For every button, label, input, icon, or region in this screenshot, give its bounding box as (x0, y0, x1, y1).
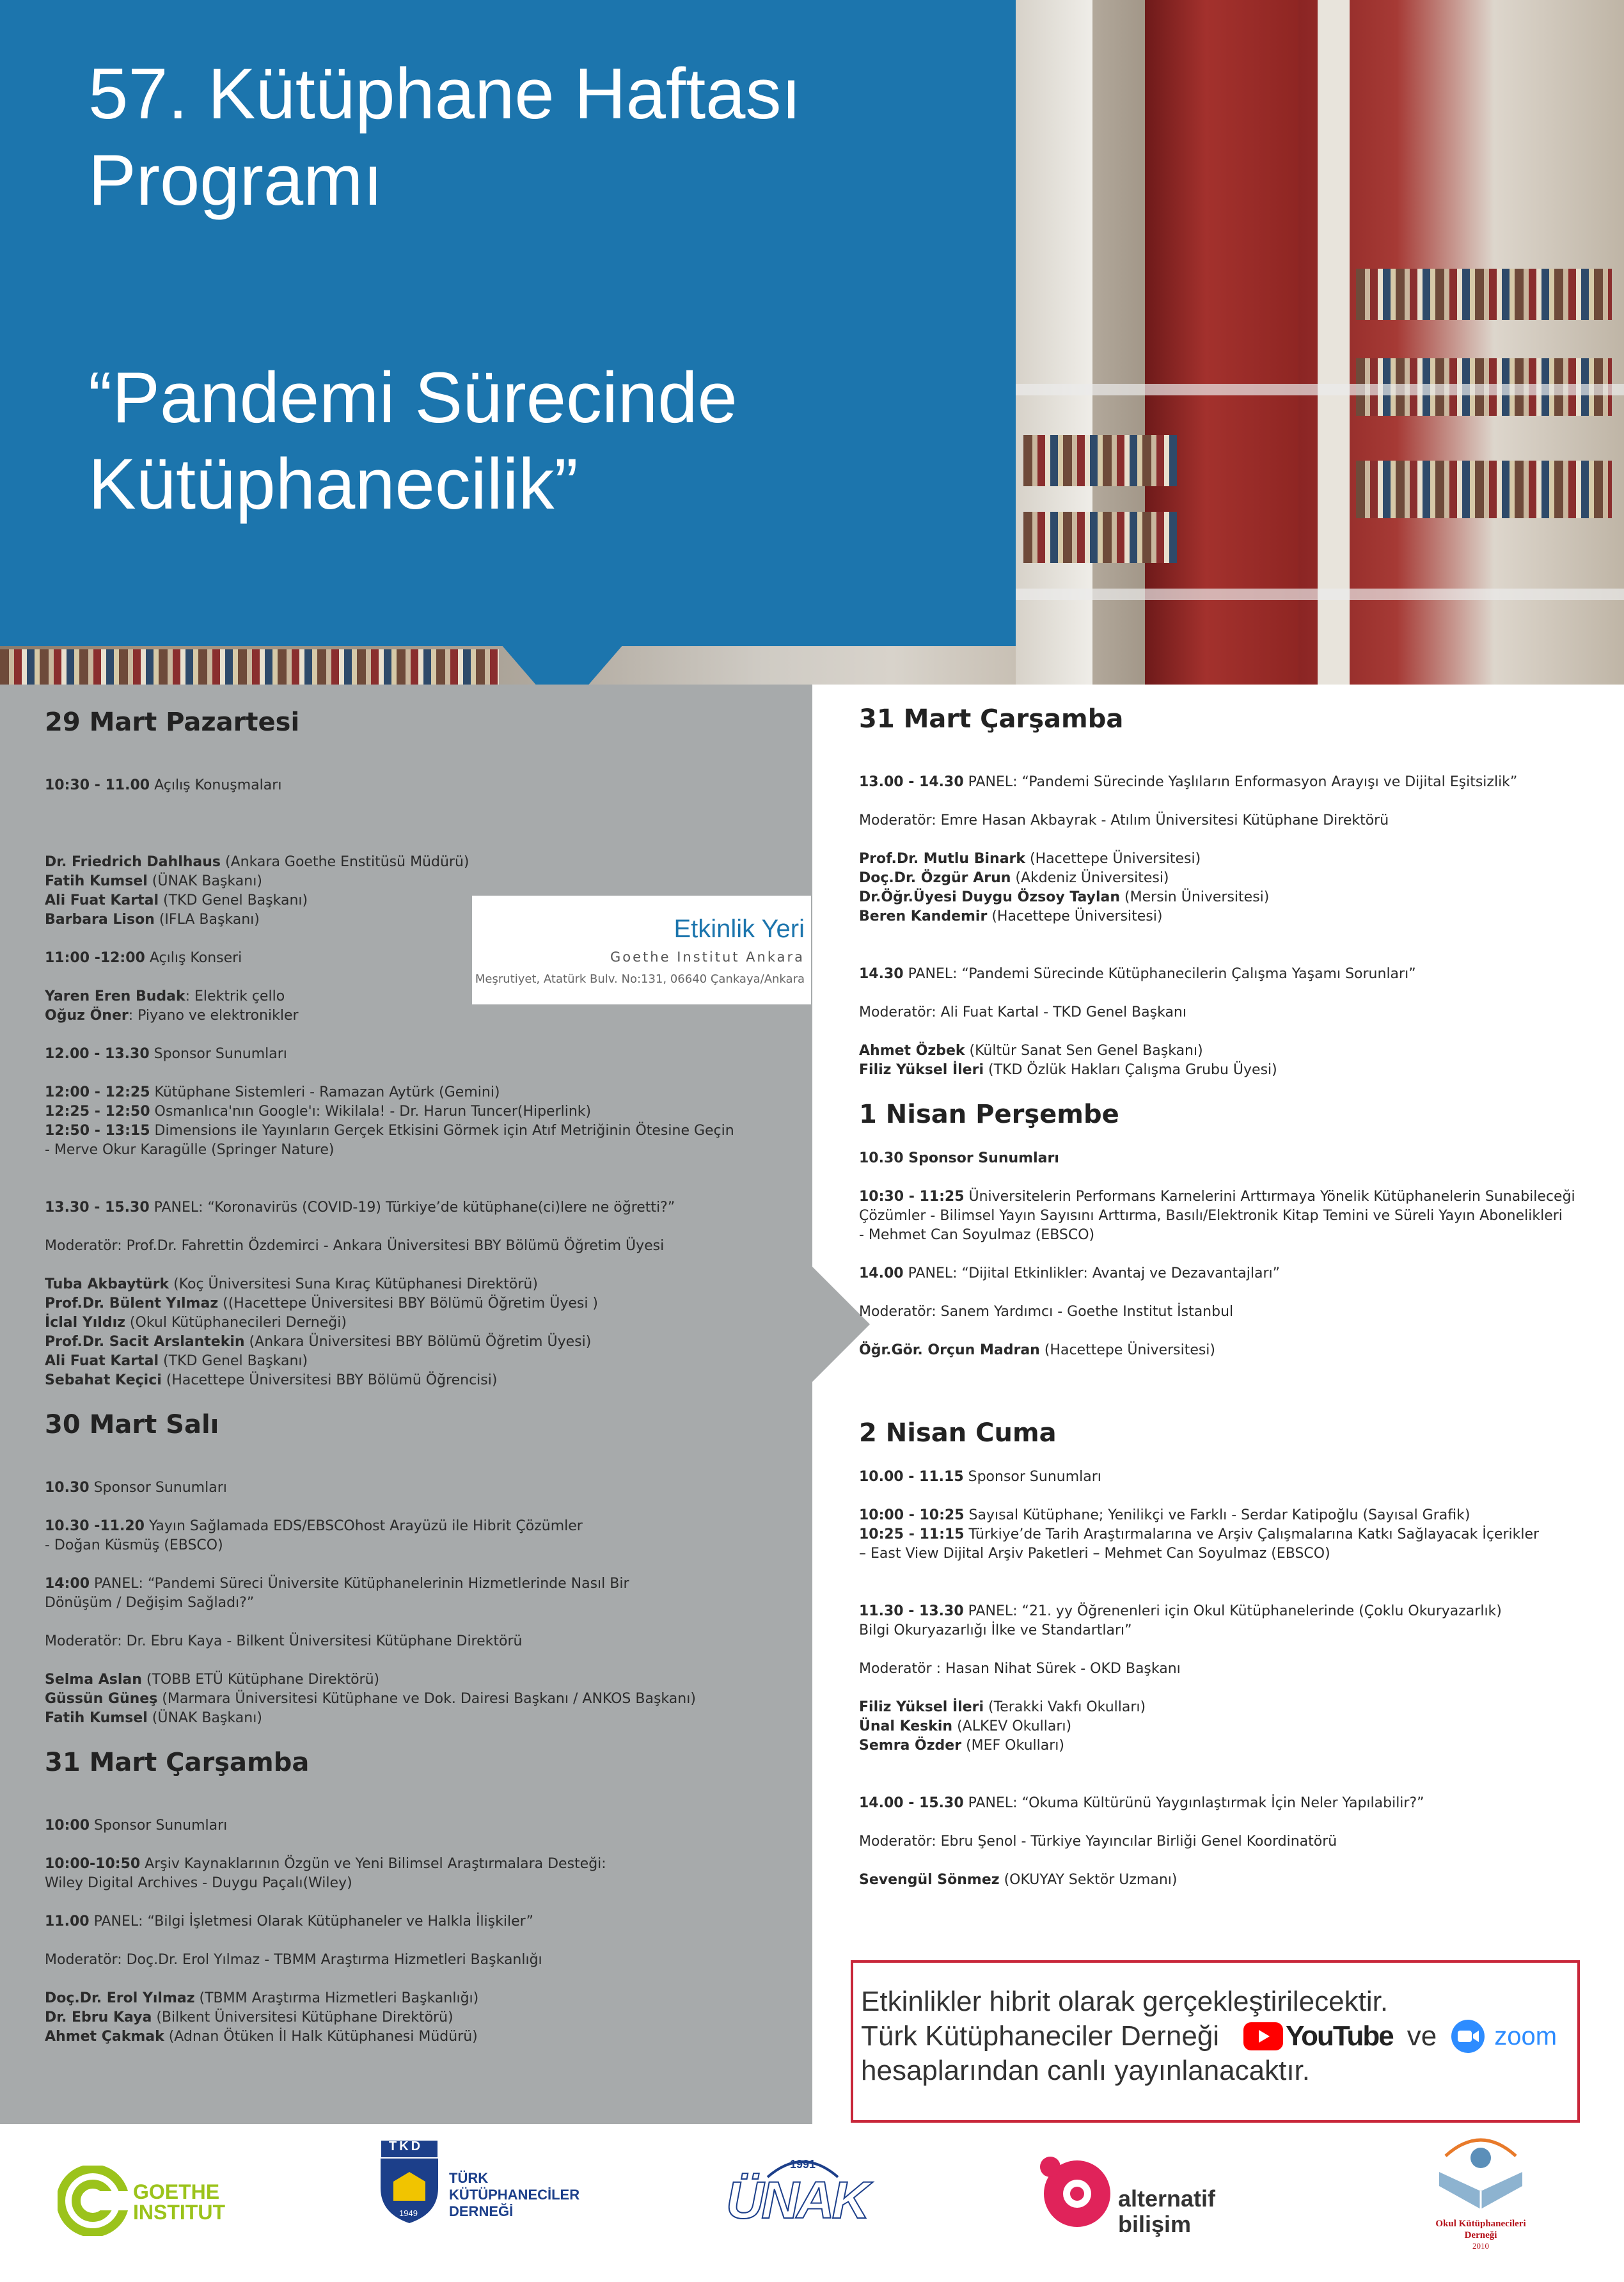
schedule-line (859, 1698, 1614, 1717)
goethe-text-2: INSTITUT (133, 2201, 225, 2224)
schedule-text: : Piyano ve elektronikler (128, 1008, 299, 1024)
schedule-text: (TKD Özlük Hakları Çalışma Grubu Üyesi) (984, 1062, 1277, 1078)
venue-name: Goethe Institut Ankara (610, 949, 805, 965)
schedule-line (45, 1294, 806, 1313)
zoom-camera-icon (1451, 2019, 1485, 2054)
schedule-line (859, 1717, 1614, 1736)
day-heading: 31 Mart Çarşamba (859, 704, 1124, 734)
photo-books (1023, 435, 1177, 486)
schedule-text: Kütüphane Sistemleri - Ramazan Aytürk (Gemini) (150, 1084, 500, 1100)
schedule-text: Moderatör : Hasan Nihat Sürek - OKD Başkanı (859, 1661, 1181, 1677)
schedule-text: Sponsor Sunumları (89, 1480, 227, 1496)
schedule-line (859, 1341, 1614, 1360)
spacer (859, 1360, 1614, 1418)
schedule-text: (IFLA Başkanı) (154, 912, 260, 928)
schedule-emphasis: 10:00 - 10:25 (859, 1507, 965, 1523)
schedule-emphasis: Dr. Friedrich Dahlhaus (45, 854, 221, 870)
schedule-line (45, 1102, 806, 1121)
unak-year: 1991 (790, 2158, 816, 2171)
okd-reader-icon (1433, 2127, 1529, 2217)
schedule-emphasis: 11:00 -12:00 (45, 950, 145, 966)
schedule-emphasis: Beren Kandemir (859, 908, 988, 924)
photo-red-shelf (1145, 0, 1298, 685)
schedule-emphasis: 10.30 -11.20 (45, 1518, 145, 1534)
schedule-emphasis: Selma Aslan (45, 1672, 142, 1688)
spacer (859, 1564, 1614, 1602)
schedule-line (859, 907, 1614, 926)
right-schedule (859, 704, 1614, 1890)
schedule-text: Türkiye’de Tarih Araştırmalarına ve Arşiv Çalışmalarına Katkı Sağlayacak İçerikler – East View Dijital Arşiv Paketleri – Mehmet Can Soyulmaz (EBSCO) (859, 1526, 1540, 1562)
schedule-text: (Bilkent Üniversitesi Kütüphane Direktörü) (152, 2009, 453, 2025)
spacer (45, 1778, 806, 1816)
spacer (45, 1893, 806, 1912)
day-heading: 29 Mart Pazartesi (45, 708, 300, 737)
spacer (45, 1931, 806, 1951)
schedule-line (859, 869, 1614, 888)
schedule-line (45, 1333, 806, 1352)
title-line-2: Programı (88, 140, 383, 220)
schedule-text: Üniversitelerin Performans Karnelerini Arttırmaya Yönelik Kütüphanelerin Sunabileceği Çözümler - Bilimsel Yayın Sayısını Arttırma, Basılı/Elektronik Kitap Temini ve Süreli Yayın Abonelikleri - Mehmet Can Soyulmaz (EBSCO) (859, 1189, 1575, 1243)
schedule-line (45, 1371, 806, 1390)
schedule-text: (Adnan Ötüken İl Halk Kütüphanesi Müdürü) (164, 2029, 478, 2045)
schedule-line (859, 1149, 1614, 1168)
spacer (45, 1835, 806, 1855)
spacer (859, 1755, 1614, 1794)
spacer (45, 1217, 806, 1237)
okd-text-1: Okul Kütüphanecileri (1435, 2219, 1526, 2229)
schedule-line (45, 1951, 806, 1970)
schedule-line (45, 1352, 806, 1371)
schedule-line (45, 1006, 806, 1026)
schedule-line (859, 1187, 1614, 1245)
schedule-text: (Hacettepe Üniversitesi BBY Bölümü Öğrencisi) (161, 1372, 498, 1388)
schedule-text: Açılış Konseri (145, 950, 242, 966)
schedule-text: Açılış Konuşmaları (150, 777, 282, 793)
schedule-text: (Hacettepe Üniversitesi) (1025, 851, 1201, 867)
schedule-text: Sayısal Kütüphane; Yenilikçi ve Farklı - Serdar Katipoğlu (Sayısal Grafik) (964, 1507, 1470, 1523)
schedule-text: Dimensions ile Yayınların Gerçek Etkisini Görmek için Atıf Metriğinin Ötesine Geçin - Merve Okur Karagülle (Springer Nature) (45, 1123, 734, 1158)
schedule-emphasis: 10.00 - 11.15 (859, 1469, 964, 1485)
schedule-line (859, 1736, 1614, 1755)
photo-books (1356, 269, 1612, 320)
schedule-line (45, 1237, 806, 1256)
spacer (45, 1728, 806, 1747)
tkd-logo (377, 2137, 595, 2265)
notice-line-3: hesaplarından canlı yayınlanacaktır. (861, 2055, 1311, 2086)
schedule-emphasis: 14.00 - 15.30 (859, 1795, 964, 1811)
spacer (859, 734, 1614, 773)
schedule-line (45, 853, 806, 872)
schedule-line (45, 2027, 806, 2047)
schedule-line (859, 850, 1614, 869)
schedule-emphasis: 12:50 - 13:15 (45, 1123, 150, 1139)
schedule-emphasis: 13.30 - 15.30 (45, 1200, 150, 1216)
schedule-line (45, 1275, 806, 1294)
schedule-text: Arşiv Kaynaklarının Özgün ve Yeni Bilimsel Araştırmalara Desteği: Wiley Digital Archives - Duygu Paçalı(Wiley) (45, 1856, 606, 1891)
schedule-emphasis: Fatih Kumsel (45, 1710, 148, 1726)
schedule-text: Sponsor Sunumları (149, 1046, 287, 1062)
schedule-line (859, 965, 1614, 984)
schedule-line (45, 1855, 806, 1893)
schedule-emphasis: 12:25 - 12:50 (45, 1104, 150, 1120)
schedule-text: Sponsor Sunumları (963, 1469, 1101, 1485)
schedule-emphasis: 12:00 - 12:25 (45, 1084, 150, 1100)
schedule-text: (Ankara Goethe Enstitüsü Müdürü) (221, 854, 469, 870)
schedule-text: Moderatör: Prof.Dr. Fahrettin Özdemirci - Ankara Üniversitesi BBY Bölümü Öğretim Üyesi (45, 1238, 665, 1254)
youtube-play-icon (1243, 2022, 1283, 2050)
schedule-text: Moderatör: Dr. Ebru Kaya - Bilkent Üniversitesi Kütüphane Direktörü (45, 1633, 523, 1649)
schedule-line (45, 1670, 806, 1690)
spacer (859, 1245, 1614, 1264)
schedule-text: Moderatör: Ebru Şenol - Türkiye Yayıncılar Birliği Genel Koordinatörü (859, 1834, 1337, 1850)
schedule-emphasis: Öğr.Gör. Orçun Madran (859, 1342, 1040, 1358)
schedule-text: (Mersin Üniversitesi) (1120, 889, 1270, 905)
schedule-emphasis: Filiz Yüksel İleri (859, 1062, 984, 1078)
photo-books (1356, 461, 1612, 518)
schedule-emphasis: Ali Fuat Kartal (45, 892, 159, 908)
schedule-line (859, 1468, 1614, 1487)
schedule-line (859, 1061, 1614, 1080)
spacer (859, 926, 1614, 965)
schedule-line (859, 888, 1614, 907)
day-heading: 1 Nisan Perşembe (859, 1100, 1119, 1129)
schedule-line (45, 1517, 806, 1555)
schedule-text: (OKUYAY Sektör Uzmanı) (999, 1872, 1178, 1888)
schedule-text: PANEL: “Dijital Etkinlikler: Avantaj ve Dezavantajları” (903, 1265, 1281, 1281)
spacer (45, 1390, 806, 1409)
photo-pillar (1016, 0, 1092, 685)
spacer (45, 1256, 806, 1275)
schedule-line (45, 1709, 806, 1728)
schedule-emphasis: Oğuz Öner (45, 1008, 129, 1024)
goethe-logo (58, 2162, 230, 2239)
spacer (45, 1440, 806, 1478)
schedule-text: PANEL: “Pandemi Süreci Üniversite Kütüphanelerinin Hizmetlerinde Nasıl Bir Dönüşüm / Değişim Sağladı?” (45, 1576, 629, 1611)
alternatif-text-1: alternatif (1118, 2185, 1216, 2212)
venue-box (472, 896, 811, 1004)
alternatif-bilisim-logo (1036, 2153, 1228, 2255)
okd-year: 2010 (1472, 2241, 1489, 2251)
venue-title: Etkinlik Yeri (674, 915, 805, 943)
schedule-emphasis: Semra Özder (859, 1738, 962, 1754)
schedule-emphasis: 10:30 - 11:25 (859, 1189, 965, 1205)
okd-logo (1410, 2127, 1551, 2281)
spacer (859, 1130, 1614, 1149)
schedule-text: (Terakki Vakfı Okulları) (984, 1699, 1146, 1715)
livestream-notice (851, 1960, 1580, 2123)
schedule-text: : Elektrik çello (185, 988, 285, 1004)
youtube-logo (1243, 2019, 1393, 2054)
schedule-line (859, 1871, 1614, 1890)
youtube-wordmark: YouTube (1286, 2020, 1393, 2052)
schedule-emphasis: Ahmet Çakmak (45, 2029, 164, 2045)
schedule-line (45, 1198, 806, 1217)
schedule-emphasis: Doç.Dr. Özgür Arun (859, 870, 1011, 886)
schedule-line (45, 1574, 806, 1613)
schedule-line (859, 1303, 1614, 1322)
schedule-text: PANEL: “Okuma Kültürünü Yaygınlaştırmak İçin Neler Yapılabilir?” (963, 1795, 1424, 1811)
schedule-emphasis: Yaren Eren Budak (45, 988, 185, 1004)
sponsor-logos (0, 2124, 1624, 2282)
schedule-line (45, 776, 806, 795)
schedule-emphasis: 14.30 (859, 966, 904, 982)
schedule-line (859, 1042, 1614, 1061)
schedule-line (859, 811, 1614, 830)
schedule-text: (Kültür Sanat Sen Genel Başkanı) (965, 1043, 1203, 1059)
tkd-text-3: DERNEĞİ (449, 2203, 514, 2219)
day-heading: 2 Nisan Cuma (859, 1418, 1057, 1448)
unak-text: ÜNAK (726, 2171, 867, 2230)
schedule-emphasis: Sebahat Keçici (45, 1372, 162, 1388)
schedule-text: (Marmara Üniversitesi Kütüphane ve Dok. Dairesi Başkanı / ANKOS Başkanı) (157, 1691, 696, 1707)
photo-books (1023, 512, 1177, 563)
spacer (859, 1679, 1614, 1698)
schedule-text: Sponsor Sunumları (90, 1818, 228, 1834)
schedule-emphasis: Sevengül Sönmez (859, 1872, 1000, 1888)
schedule-text: Yayın Sağlamada EDS/EBSCOhost Arayüzü ile Hibrit Çözümler - Doğan Küsmüş (EBSCO) (45, 1518, 583, 1553)
photo-books (0, 649, 499, 685)
schedule-line (45, 1632, 806, 1651)
schedule-text: (Koç Üniversitesi Suna Kıraç Kütüphanesi Direktörü) (169, 1276, 538, 1292)
schedule-line (45, 1989, 806, 2008)
schedule-emphasis: 10.30 Sponsor Sunumları (859, 1150, 1059, 1166)
spacer (45, 1160, 806, 1198)
schedule-emphasis: 14:00 (45, 1576, 90, 1592)
notice-line-2 (861, 2019, 1577, 2054)
spacer (859, 1813, 1614, 1832)
spacer (859, 1022, 1614, 1042)
photo-pillar (1318, 0, 1350, 685)
schedule-line (859, 1003, 1614, 1022)
notice-line-2-text: Türk Kütüphaneciler Derneği (861, 2020, 1220, 2052)
schedule-emphasis: Ali Fuat Kartal (45, 1353, 159, 1369)
schedule-emphasis: Fatih Kumsel (45, 873, 148, 889)
zoom-logo (1451, 2019, 1557, 2054)
schedule-line (45, 1912, 806, 1931)
schedule-emphasis: Doç.Dr. Erol Yılmaz (45, 1990, 195, 2006)
schedule-emphasis: 10:00 (45, 1818, 90, 1834)
schedule-line (45, 1121, 806, 1160)
schedule-line (45, 1478, 806, 1498)
alternatif-circle-icon (1036, 2153, 1113, 2230)
schedule-emphasis: 10:30 - 11.00 (45, 777, 150, 793)
photo-shelf (1016, 589, 1624, 600)
title-box (0, 0, 1016, 646)
schedule-line (45, 1083, 806, 1102)
schedule-emphasis: İclal Yıldız (45, 1315, 125, 1331)
schedule-line (45, 1690, 806, 1709)
spacer (45, 1498, 806, 1517)
spacer (859, 1448, 1614, 1468)
schedule-line (45, 872, 806, 891)
tkd-text-1: TÜRK (449, 2170, 489, 2186)
schedule-text: PANEL: “Koronavirüs (COVID-19) Türkiye’de kütüphane(ci)lere ne öğretti?” (149, 1200, 675, 1216)
schedule-text: (Akdeniz Üniversitesi) (1011, 870, 1169, 886)
schedule-line (859, 1660, 1614, 1679)
schedule-emphasis: Dr.Öğr.Üyesi Duygu Özsoy Taylan (859, 889, 1121, 905)
spacer (45, 738, 806, 776)
schedule-emphasis: Prof.Dr. Bülent Yılmaz (45, 1296, 219, 1311)
venue-address: Meşrutiyet, Atatürk Bulv. No:131, 06640 Çankaya/Ankara (475, 972, 805, 986)
goethe-circle-icon (58, 2166, 128, 2236)
schedule-text: (TOBB ETÜ Kütüphane Direktörü) (141, 1672, 380, 1688)
schedule-emphasis: Güssün Güneş (45, 1691, 158, 1707)
schedule-text: (Hacettepe Üniversitesi) (987, 908, 1163, 924)
schedule-text: Moderatör: Emre Hasan Akbayrak - Atılım Üniversitesi Kütüphane Direktörü (859, 812, 1389, 828)
schedule-text: Moderatör: Sanem Yardımcı - Goethe Institut İstanbul (859, 1304, 1234, 1320)
schedule-line (45, 1313, 806, 1333)
schedule-line (859, 1832, 1614, 1851)
schedule-text: (Ankara Üniversitesi BBY Bölümü Öğretim Üyesi) (244, 1334, 592, 1350)
schedule-text: PANEL: “Bilgi İşletmesi Olarak Kütüphaneler ve Halkla İlişkiler” (89, 1914, 534, 1929)
tkd-text-2: KÜTÜPHANECİLER (449, 2187, 580, 2203)
schedule-text: (TKD Genel Başkanı) (159, 892, 308, 908)
spacer (859, 1168, 1614, 1187)
schedule-line (45, 1816, 806, 1835)
spacer (859, 1640, 1614, 1660)
subtitle-line-2: Kütüphanecilik” (88, 444, 578, 524)
schedule-text: PANEL: “21. yy Öğrenenleri için Okul Kütüphanelerinde (Çoklu Okuryazarlık) Bilgi Okuryazarlığı İlke ve Standartları” (859, 1603, 1502, 1638)
schedule-emphasis: Prof.Dr. Mutlu Binark (859, 851, 1026, 867)
unak-logo (726, 2153, 873, 2242)
schedule-text: Moderatör: Ali Fuat Kartal - TKD Genel Başkanı (859, 1004, 1186, 1020)
schedule-emphasis: 10:00-10:50 (45, 1856, 141, 1872)
schedule-emphasis: Barbara Lison (45, 912, 155, 928)
schedule-line (859, 1525, 1614, 1564)
schedule-text: PANEL: “Pandemi Sürecinde Yaşlıların Enformasyon Arayışı ve Dijital Eşitsizlik” (963, 774, 1518, 790)
schedule-line (859, 1264, 1614, 1283)
goethe-text-1: GOETHE (133, 2180, 220, 2203)
schedule-text: (MEF Okulları) (961, 1738, 1064, 1754)
spacer (859, 1487, 1614, 1506)
schedule-emphasis: Tuba Akbaytürk (45, 1276, 169, 1292)
zoom-wordmark: zoom (1494, 2022, 1557, 2050)
spacer (45, 1026, 806, 1045)
schedule-text: (ÜNAK Başkanı) (147, 873, 262, 889)
schedule-text: (TKD Genel Başkanı) (159, 1353, 308, 1369)
schedule-text: ((Hacettepe Üniversitesi BBY Bölümü Öğretim Üyesi ) (218, 1296, 599, 1311)
schedule-emphasis: 14.00 (859, 1265, 904, 1281)
schedule-emphasis: Ahmet Özbek (859, 1043, 965, 1059)
spacer (45, 1970, 806, 1989)
schedule-line (45, 1045, 806, 1064)
schedule-text: (ÜNAK Başkanı) (147, 1710, 262, 1726)
schedule-text: (Hacettepe Üniversitesi) (1039, 1342, 1216, 1358)
spacer (859, 1283, 1614, 1303)
spacer (45, 1651, 806, 1670)
tkd-year: 1949 (399, 2208, 418, 2218)
schedule-text: Osmanlıca'nın Google'ı: Wikilala! - Dr. Harun Tuncer(Hiperlink) (150, 1104, 592, 1120)
schedule-emphasis: 10.30 (45, 1480, 90, 1496)
spacer (45, 1064, 806, 1083)
spacer (45, 1613, 806, 1632)
schedule-line (859, 1602, 1614, 1640)
schedule-emphasis: 10:25 - 11:15 (859, 1526, 965, 1542)
schedule-text: Moderatör: Doç.Dr. Erol Yılmaz - TBMM Araştırma Hizmetleri Başkanlığı (45, 1952, 542, 1968)
notice-and: ve (1407, 2020, 1437, 2052)
spacer (859, 1851, 1614, 1871)
spacer (859, 984, 1614, 1003)
schedule-emphasis: 11.30 - 13.30 (859, 1603, 964, 1619)
schedule-line (859, 1794, 1614, 1813)
schedule-emphasis: 11.00 (45, 1914, 90, 1929)
okd-text-2: Derneği (1464, 2230, 1497, 2240)
spacer (45, 795, 806, 853)
title-line-1: 57. Kütüphane Haftası (88, 54, 801, 134)
schedule-emphasis: Ünal Keskin (859, 1718, 953, 1734)
schedule-emphasis: Filiz Yüksel İleri (859, 1699, 984, 1715)
schedule-line (45, 2008, 806, 2027)
schedule-text: (ALKEV Okulları) (952, 1718, 1072, 1734)
schedule-emphasis: Dr. Ebru Kaya (45, 2009, 152, 2025)
schedule-line (859, 773, 1614, 792)
day-heading: 31 Mart Çarşamba (45, 1748, 310, 1777)
schedule-emphasis: 13.00 - 14.30 (859, 774, 964, 790)
day-heading: 30 Mart Salı (45, 1410, 219, 1439)
tkd-shield-text: TKD (389, 2139, 423, 2153)
schedule-text: (TBMM Araştırma Hizmetleri Başkanlığı) (194, 1990, 479, 2006)
schedule-text: PANEL: “Pandemi Sürecinde Kütüphanecilerin Çalışma Yaşamı Sorunları” (903, 966, 1416, 982)
spacer (859, 792, 1614, 811)
spacer (859, 830, 1614, 850)
schedule-emphasis: 12.00 - 13.30 (45, 1046, 150, 1062)
schedule-text: (Okul Kütüphanecileri Derneği) (125, 1315, 347, 1331)
schedule-emphasis: Prof.Dr. Sacit Arslantekin (45, 1334, 245, 1350)
spacer (859, 1322, 1614, 1341)
spacer (45, 1555, 806, 1574)
photo-shelf (1016, 384, 1624, 395)
spacer (859, 1080, 1614, 1099)
alternatif-text-2: bilişim (1118, 2211, 1192, 2237)
notice-line-1: Etkinlikler hibrit olarak gerçekleştirilecektir. (861, 1986, 1389, 2017)
subtitle-line-1: “Pandemi Sürecinde (88, 358, 737, 438)
schedule-line (859, 1506, 1614, 1525)
